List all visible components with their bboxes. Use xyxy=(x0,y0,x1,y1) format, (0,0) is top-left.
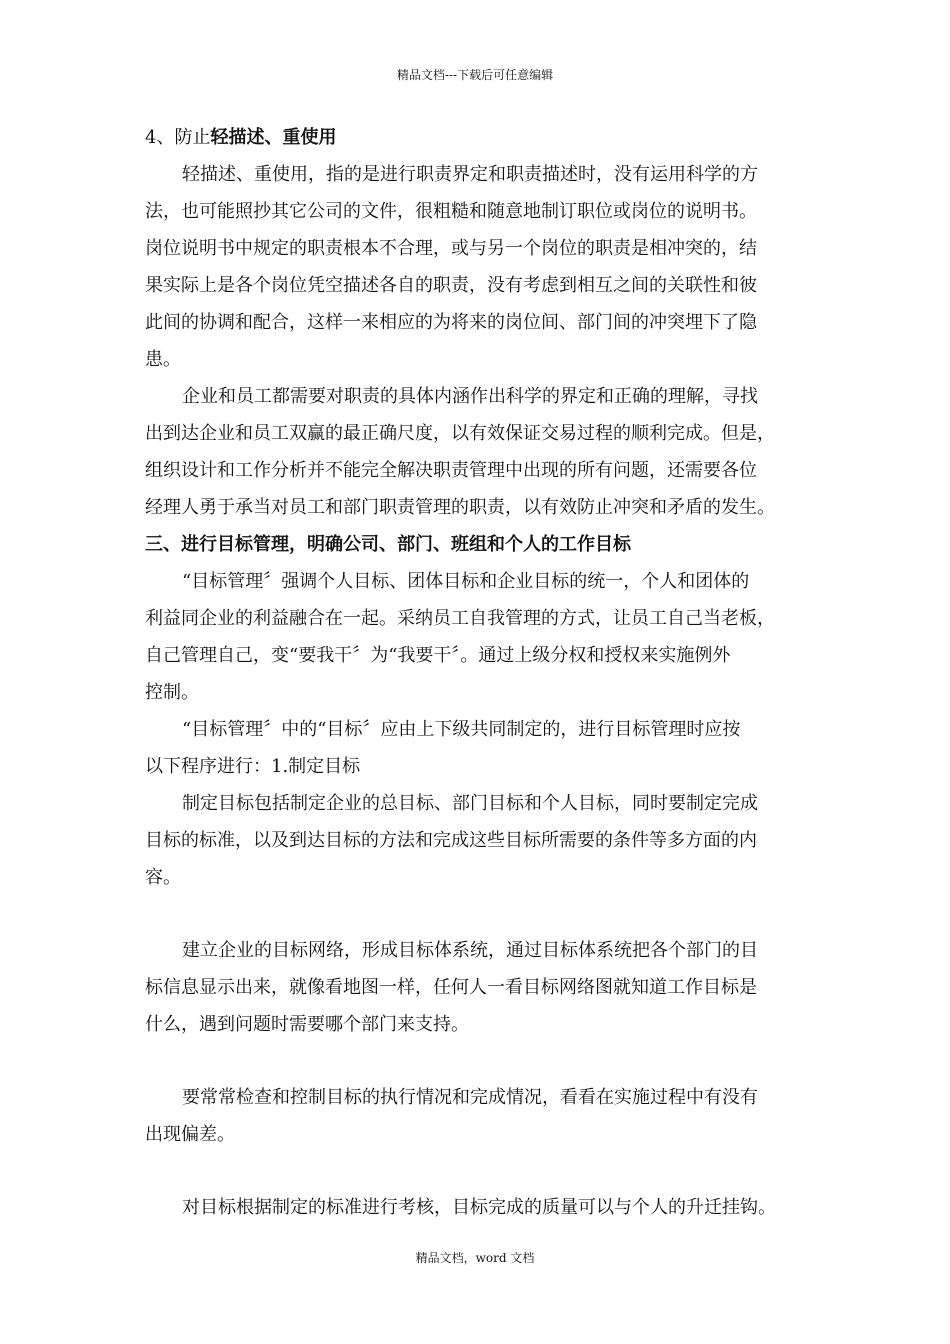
paragraph-line: 企业和员工都需要对职责的具体内涵作出科学的界定和正确的理解，寻找 xyxy=(182,386,758,407)
paragraph-line: 法，也可能照抄其它公司的文件，很粗糙和随意地制订职位或岗位的说明书。 xyxy=(145,201,757,222)
heading-prefix: 4、防止 xyxy=(145,127,211,148)
paragraph-line: 出现偏差。 xyxy=(145,1124,235,1145)
paragraph-line: 果实际上是各个岗位凭空描述各自的职责，没有考虑到相互之间的关联性和彼 xyxy=(145,275,757,296)
paragraph-line: “目标管理〞强调个人目标、团体目标和企业目标的统一，个人和团体的 xyxy=(182,571,750,592)
paragraph-line: 岗位说明书中规定的职责根本不合理，或与另一个岗位的职责是相冲突的，结 xyxy=(145,238,757,259)
heading-bold-text: 轻描述、重使用 xyxy=(210,127,337,148)
paragraph-line: 自己管理自己，变“要我干〞为“我要干〞。通过上级分权和授权来实施例外 xyxy=(145,645,731,666)
paragraph-line: 容。 xyxy=(145,867,181,888)
paragraph-line: 建立企业的目标网络，形成目标体系统，通过目标体系统把各个部门的目 xyxy=(182,940,758,961)
paragraph-line: 什么，遇到问题时需要哪个部门来支持。 xyxy=(145,1014,469,1035)
section-heading-4 xyxy=(145,126,336,150)
paragraph-line: 经理人勇于承当对员工和部门职责管理的职责，以有效防止冲突和矛盾的发生。 xyxy=(145,497,775,518)
paragraph-line: “目标管理〞中的“目标〞应由上下级共同制定的，进行目标管理时应按 xyxy=(182,719,741,740)
paragraph-line: 以下程序进行：1.制定目标 xyxy=(145,756,361,777)
paragraph-line: 组织设计和工作分析并不能完全解决职责管理中出现的所有问题，还需要各位 xyxy=(145,460,757,481)
paragraph-line: 利益同企业的利益融合在一起。采纳员工自我管理的方式，让员工自己当老板， xyxy=(145,608,775,629)
section-heading-3: 三、进行目标管理，明确公司、部门、班组和个人的工作目标 xyxy=(145,534,631,555)
paragraph-line: 患。 xyxy=(145,349,181,370)
paragraph-line: 目标的标准，以及到达目标的方法和完成这些目标所需要的条件等多方面的内 xyxy=(145,830,757,851)
paragraph-line: 出到达企业和员工双赢的最正确尺度，以有效保证交易过程的顺利完成。但是， xyxy=(145,423,775,444)
paragraph-line: 标信息显示出来，就像看地图一样，任何人一看目标网络图就知道工作目标是 xyxy=(145,977,757,998)
paragraph-line: 控制。 xyxy=(145,682,199,703)
paragraph-line: 要常常检查和控制目标的执行情况和完成情况，看看在实施过程中有没有 xyxy=(182,1087,758,1108)
page-header: 精品文档---下载后可任意编辑 xyxy=(396,68,554,82)
paragraph-line: 此间的协调和配合，这样一来相应的为将来的岗位间、部门间的冲突埋下了隐 xyxy=(145,312,757,333)
paragraph-line: 对目标根据制定的标准进行考核，目标完成的质量可以与个人的升迁挂钩。 xyxy=(182,1197,776,1218)
paragraph-line: 制定目标包括制定企业的总目标、部门目标和个人目标，同时要制定完成 xyxy=(182,793,758,814)
page-footer: 精品文档，word 文档 xyxy=(415,1251,535,1265)
paragraph-line: 轻描述、重使用，指的是进行职责界定和职责描述时，没有运用科学的方 xyxy=(182,164,758,185)
